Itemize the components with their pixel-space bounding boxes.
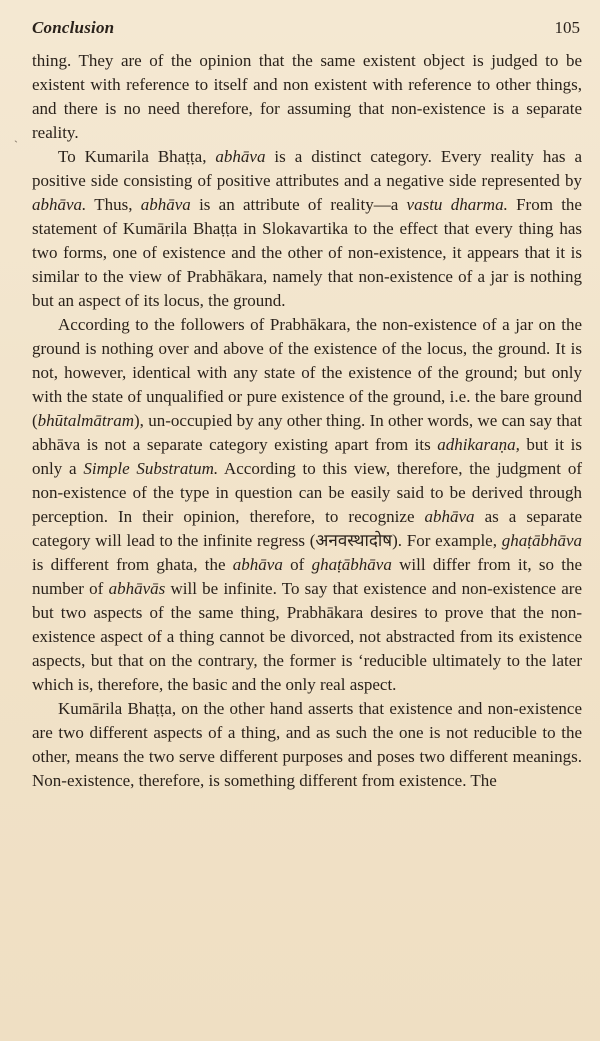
italic-term: abhāva [140,195,191,214]
italic-term: abhāva [424,507,475,526]
paragraph [32,145,582,313]
italic-term: abhāva [215,147,266,166]
italic-term: abhāva [232,555,283,574]
text-run: is an attribute of reality—a [190,195,407,214]
italic-term: vastu dharma. [406,195,508,214]
body-text [32,49,582,793]
text-run: will differ from it, so the number of [32,555,582,598]
italic-term: abhāva. [32,195,87,214]
paragraph [32,313,582,697]
italic-term: bhūtalmātram [37,411,135,430]
text-run: ), un-occupied by any other thing. In other words, we can say that abhāva is not a separate category existing apart from its [32,411,582,454]
paragraph [32,49,582,145]
text-run: To Kumarila Bhaṭṭa, [58,147,216,166]
text-run: as a separate category will lead to the infinite regress (अनवस्थादोष). For example, [32,507,583,550]
italic-term: Simple Substratum. [83,459,219,478]
text-run: but it is only a [32,435,582,478]
margin-mark: ` [14,138,18,152]
italic-term: adhikaraṇa, [437,435,520,454]
page-header [32,18,582,38]
italic-term: ghaṭābhāva [311,555,392,574]
text-run: Thus, [86,195,141,214]
text-run: will be infinite. To say that existence and non-existence are but two aspects of the same thing, Prabhākara desires to prove that the non-existence aspect of a thing cannot be divorced, not abstracted from its existence aspects, but that on the contrary, the former is ‘reducible ultimately to the later which is, therefore, the basic and the only real aspect. [32,579,582,694]
paragraph [32,697,582,793]
text-run: From the statement of Kumārila Bhaṭṭa in Slokavartika to the effect that every thing has two forms, one of existence and the other of non-existence, it appears that it is similar to the view of Prabhākara, namely that non-existence of a jar is nothing but an aspect of its locus, the ground. [32,195,582,310]
running-head: Conclusion [32,18,115,37]
italic-term: abhāvās [108,579,166,598]
text-run: of [282,555,312,574]
text-run: is a distinct category. Every reality has a positive side consisting of positive attributes and a negative side represented by [32,147,582,190]
text-run: is different from ghata, the [32,555,233,574]
text-run: Kumārila Bhaṭṭa, on the other hand asserts that existence and non-existence are two different aspects of a thing, and as such the one is not reducible to the other, means the two serve different purposes and poses two different meanings. Non-existence, therefore, is something different from existence. The [32,699,582,790]
page-number: 105 [554,18,580,37]
text-run: thing. They are of the opinion that the same existent object is judged to be existent with reference to itself and non existent with reference to other things, and there is no need therefore, for assuming that non-existence is a separate reality. [32,51,582,142]
text-run: According to this view, therefore, the judgment of non-existence of the type in question can be easily said to be derived through perception. In their opinion, therefore, to recognize [32,459,582,526]
text-run: According to the followers of Prabhākara, the non-existence of a jar on the ground is nothing over and above of the existence of the locus, the ground. It is not, however, identical with any state of the existence of the ground; but only with the state of unqualified or pure existence of the ground, i.e. the bare ground ( [32,315,582,430]
italic-term: ghaṭābhāva [501,531,582,550]
